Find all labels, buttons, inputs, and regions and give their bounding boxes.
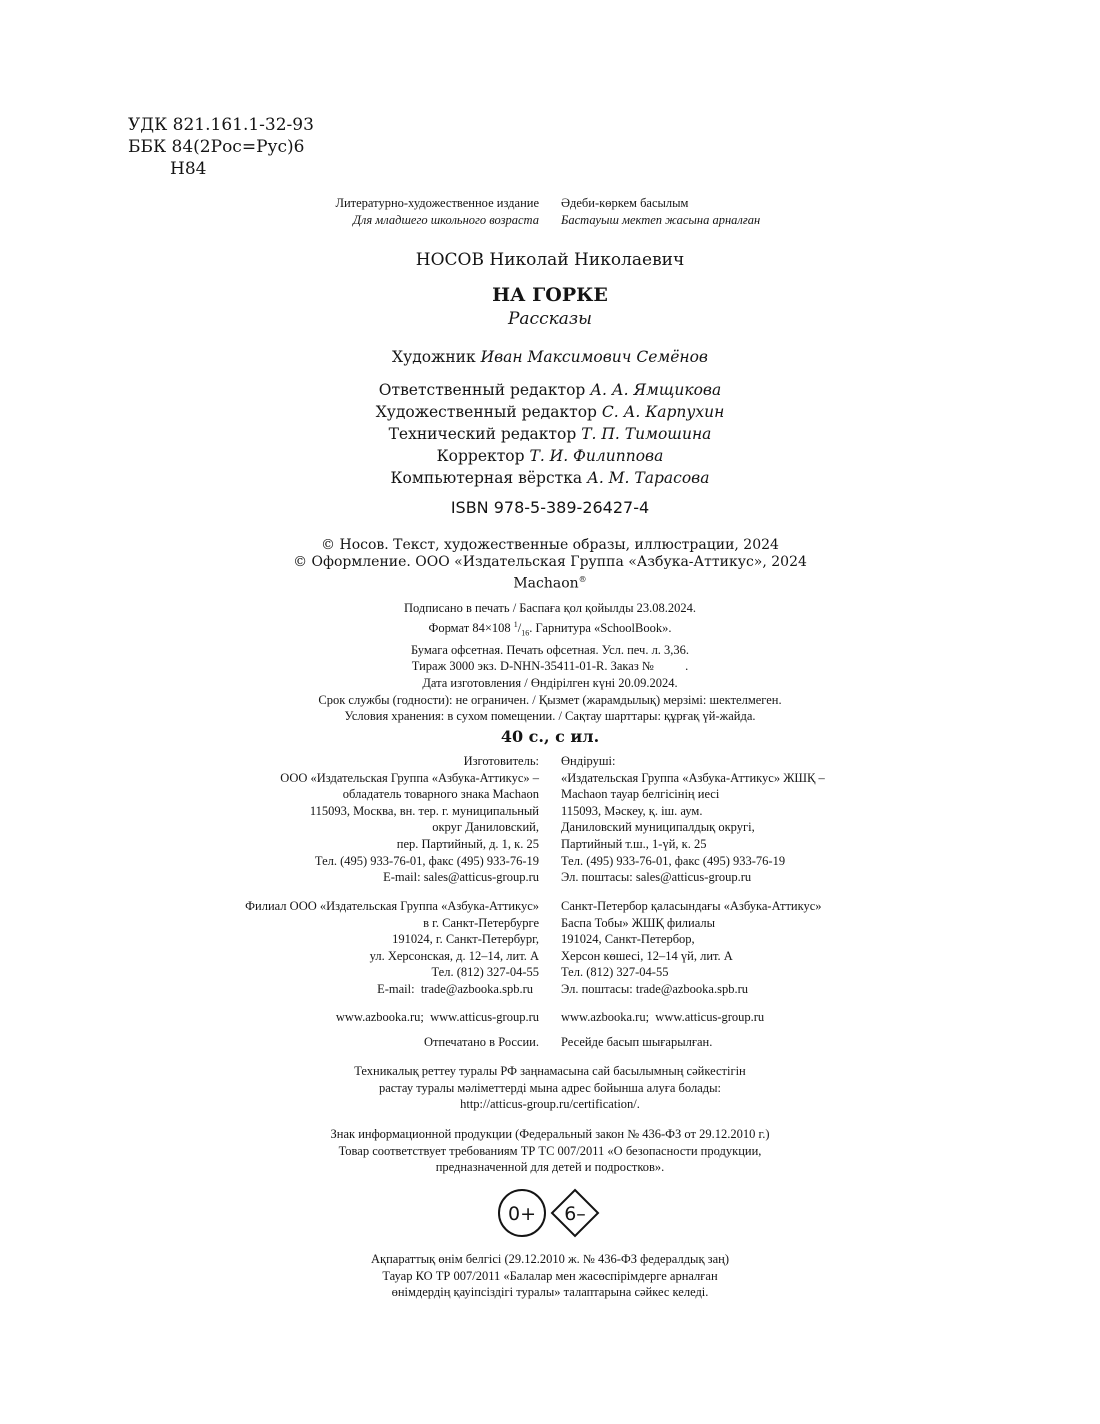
page-count: 40 с., с ил. bbox=[500, 727, 600, 746]
print-signed: Подписано в печать / Баспаға қол қойылды 23.08.2024. bbox=[403, 601, 697, 615]
info-sign-ru-line: Знак информационной продукции (Федеральный закон № 436-ФЗ от 29.12.2010 г.) bbox=[330, 1127, 770, 1141]
copyright-block bbox=[0, 537, 1100, 593]
manufacturer-kz-line: Партийный т.ш., 1-үй, к. 25 bbox=[561, 836, 707, 851]
manufacturer-kz-line: «Издательская Группа «Азбука-Аттикус» ЖШҚ – bbox=[561, 770, 825, 785]
staff-line: Компьютерная вёрстка А. М. Тарасова bbox=[390, 469, 710, 487]
edition-type-ru bbox=[336, 195, 540, 228]
manufacturer-ru-line: Изготовитель: bbox=[463, 754, 539, 768]
age-rating-badges bbox=[496, 1187, 606, 1241]
age-rating-label: 0+ bbox=[507, 1203, 537, 1225]
info-sign-kz bbox=[0, 1251, 1100, 1301]
staff-list bbox=[0, 379, 1100, 489]
udk-code: УДК 821.161.1-32-93 bbox=[128, 115, 314, 135]
edition-type-kz bbox=[561, 195, 760, 228]
branch-kz-line: 191024, Санкт-Петербор, bbox=[561, 932, 695, 947]
branch-ru-line: в г. Санкт-Петербурге bbox=[423, 915, 539, 930]
print-info bbox=[0, 600, 1100, 725]
manufacturer-ru-line: 115093, Москва, вн. тер. г. муниципальный bbox=[309, 803, 539, 818]
certification-url: http://atticus-group.ru/certification/. bbox=[460, 1097, 640, 1112]
certification-line: Техникалық реттеу туралы РФ заңнамасына сай басылымның сәйкестігін bbox=[354, 1064, 746, 1078]
print-format: Формат 84×108 $^1/_{16}$. Гарнитура «SchoolBook». bbox=[428, 619, 672, 638]
staff-line: Художественный редактор С. А. Карпухин bbox=[375, 403, 725, 421]
school-age-icon bbox=[552, 1190, 598, 1236]
manufacturer-ru-line: округ Даниловский, bbox=[432, 820, 539, 835]
info-sign-ru-line: предназначенной для детей и подростков». bbox=[435, 1160, 665, 1175]
info-sign-kz-line: өнімдердің қауіпсіздігі туралы» талаптарына сәйкес келеді. bbox=[391, 1285, 709, 1300]
websites-kz: www.azbooka.ru; www.atticus-group.ru bbox=[561, 1010, 765, 1024]
print-date: Дата изготовления / Өндірілген күні 20.09.2024. bbox=[422, 676, 678, 691]
machaon-mark: Machaon® bbox=[513, 575, 587, 592]
manufacturer-ru-line: E-mail: sales@atticus-group.ru bbox=[383, 870, 539, 885]
author-mark: Н84 bbox=[170, 159, 207, 179]
edition-type-ru-line: Литературно-художественное издание bbox=[335, 196, 539, 210]
bbk-code: ББК 84(2Рос=Рус)6 bbox=[128, 137, 305, 157]
staff-line: Технический редактор Т. П. Тимошина bbox=[388, 425, 712, 443]
branch-ru-line: 191024, г. Санкт-Петербург, bbox=[392, 932, 539, 947]
manufacturer-kz-line: Тел. (495) 933-76-01, факс (495) 933-76-19 bbox=[561, 853, 786, 868]
info-sign-kz-line: Ақпараттық өнім белгісі (29.12.2010 ж. № 436-ФЗ федералдық заң) bbox=[371, 1252, 729, 1266]
copyright-line: © Оформление. ООО «Издательская Группа «Азбука-Аттикус», 2024 bbox=[293, 554, 807, 570]
branch-kz-line: Эл. поштасы: trade@azbooka.spb.ru bbox=[561, 981, 749, 996]
staff-line: Ответственный редактор А. А. Ямщикова bbox=[378, 381, 722, 399]
library-codes bbox=[128, 114, 314, 180]
manufacturer-kz-line: Даниловский муниципалдық округі, bbox=[561, 820, 755, 835]
manufacturer-kz bbox=[561, 753, 825, 886]
copyright-line: © Носов. Текст, художественные образы, иллюстрации, 2024 bbox=[321, 537, 779, 553]
manufacturer-kz-line: Эл. поштасы: sales@atticus-group.ru bbox=[561, 870, 752, 885]
illustrator-name: Иван Максимович Семёнов bbox=[480, 348, 708, 366]
info-sign-kz-line: Тауар КО ТР 007/2011 «Балалар мен жасөспірімдерге арналған bbox=[382, 1268, 718, 1283]
printed-kz: Ресейде басып шығарылған. bbox=[561, 1035, 713, 1049]
manufacturer-ru bbox=[280, 753, 539, 886]
print-paper: Бумага офсетная. Печать офсетная. Усл. печ. л. 3,36. bbox=[410, 642, 690, 657]
manufacturer-ru-line: Тел. (495) 933-76-01, факс (495) 933-76-19 bbox=[314, 853, 539, 868]
edition-age-ru-line: Для младшего школьного возраста bbox=[352, 212, 539, 227]
staff-line: Корректор Т. И. Филиппова bbox=[436, 447, 664, 465]
branch-kz bbox=[561, 898, 822, 998]
age-rating-icon bbox=[499, 1190, 545, 1236]
manufacturer-kz-line: Machaon тауар белгісінің иесі bbox=[561, 787, 720, 802]
info-sign-ru bbox=[0, 1126, 1100, 1176]
branch-kz-line: Санкт-Петербор қаласындағы «Азбука-Аттикус» bbox=[561, 899, 822, 913]
book-title: НА ГОРКЕ bbox=[492, 284, 608, 306]
illustrator-line bbox=[0, 346, 1100, 368]
manufacturer-ru-line: ООО «Издательская Группа «Азбука-Аттикус» – bbox=[280, 770, 539, 785]
author-name: НОСОВ Николай Николаевич bbox=[415, 250, 685, 270]
manufacturer-kz-line: Өндіруші: bbox=[561, 754, 616, 768]
service-life: Срок службы (годности): не ограничен. / Қызмет (жарамдылық) мерзімі: шектелмеген. bbox=[318, 692, 782, 707]
branch-kz-line: Баспа Тобы» ЖШҚ филиалы bbox=[561, 915, 715, 930]
edition-age-kz-line: Бастауыш мектеп жасына арналған bbox=[561, 212, 761, 227]
certification-line: растау туралы мәліметтерді мына адрес бойынша алуға болады: bbox=[378, 1080, 722, 1095]
school-age-label: 6– bbox=[564, 1203, 586, 1225]
book-subtitle: Рассказы bbox=[507, 309, 593, 329]
branch-kz-line: Тел. (812) 327-04-55 bbox=[561, 965, 669, 980]
manufacturer-ru-line: обладатель товарного знака Machaon bbox=[342, 787, 539, 802]
edition-type-kz-line: Әдеби-көркем басылым bbox=[561, 196, 689, 210]
manufacturer-kz-line: 115093, Мәскеу, қ. іш. аум. bbox=[561, 803, 703, 818]
print-run: Тираж 3000 экз. D-NHN-35411-01-R. Заказ № . bbox=[411, 659, 689, 674]
storage-conditions: Условия хранения: в сухом помещении. / Сақтау шарттары: құрғақ үй-жайда. bbox=[344, 709, 756, 724]
branch-ru bbox=[245, 898, 539, 998]
manufacturer-ru-line: пер. Партийный, д. 1, к. 25 bbox=[396, 836, 539, 851]
info-sign-ru-line: Товар соответствует требованиям ТР ТС 007/2011 «О безопасности продукции, bbox=[338, 1143, 762, 1158]
branch-ru-line: Филиал ООО «Издательская Группа «Азбука-Аттикус» bbox=[245, 899, 539, 913]
websites-ru: www.azbooka.ru; www.atticus-group.ru bbox=[335, 1010, 539, 1024]
branch-ru-line: ул. Херсонская, д. 12–14, лит. А bbox=[369, 948, 539, 963]
printed-ru: Отпечатано в России. bbox=[424, 1035, 539, 1049]
isbn: ISBN 978-5-389-26427-4 bbox=[450, 498, 650, 517]
branch-kz-line: Херсон көшесі, 12–14 үй, лит. А bbox=[561, 948, 733, 963]
illustrator-role: Художник bbox=[392, 348, 476, 366]
certification-block bbox=[0, 1063, 1100, 1113]
branch-ru-line: E-mail: trade@azbooka.spb.ru bbox=[377, 981, 533, 996]
branch-ru-line: Тел. (812) 327-04-55 bbox=[431, 965, 539, 980]
